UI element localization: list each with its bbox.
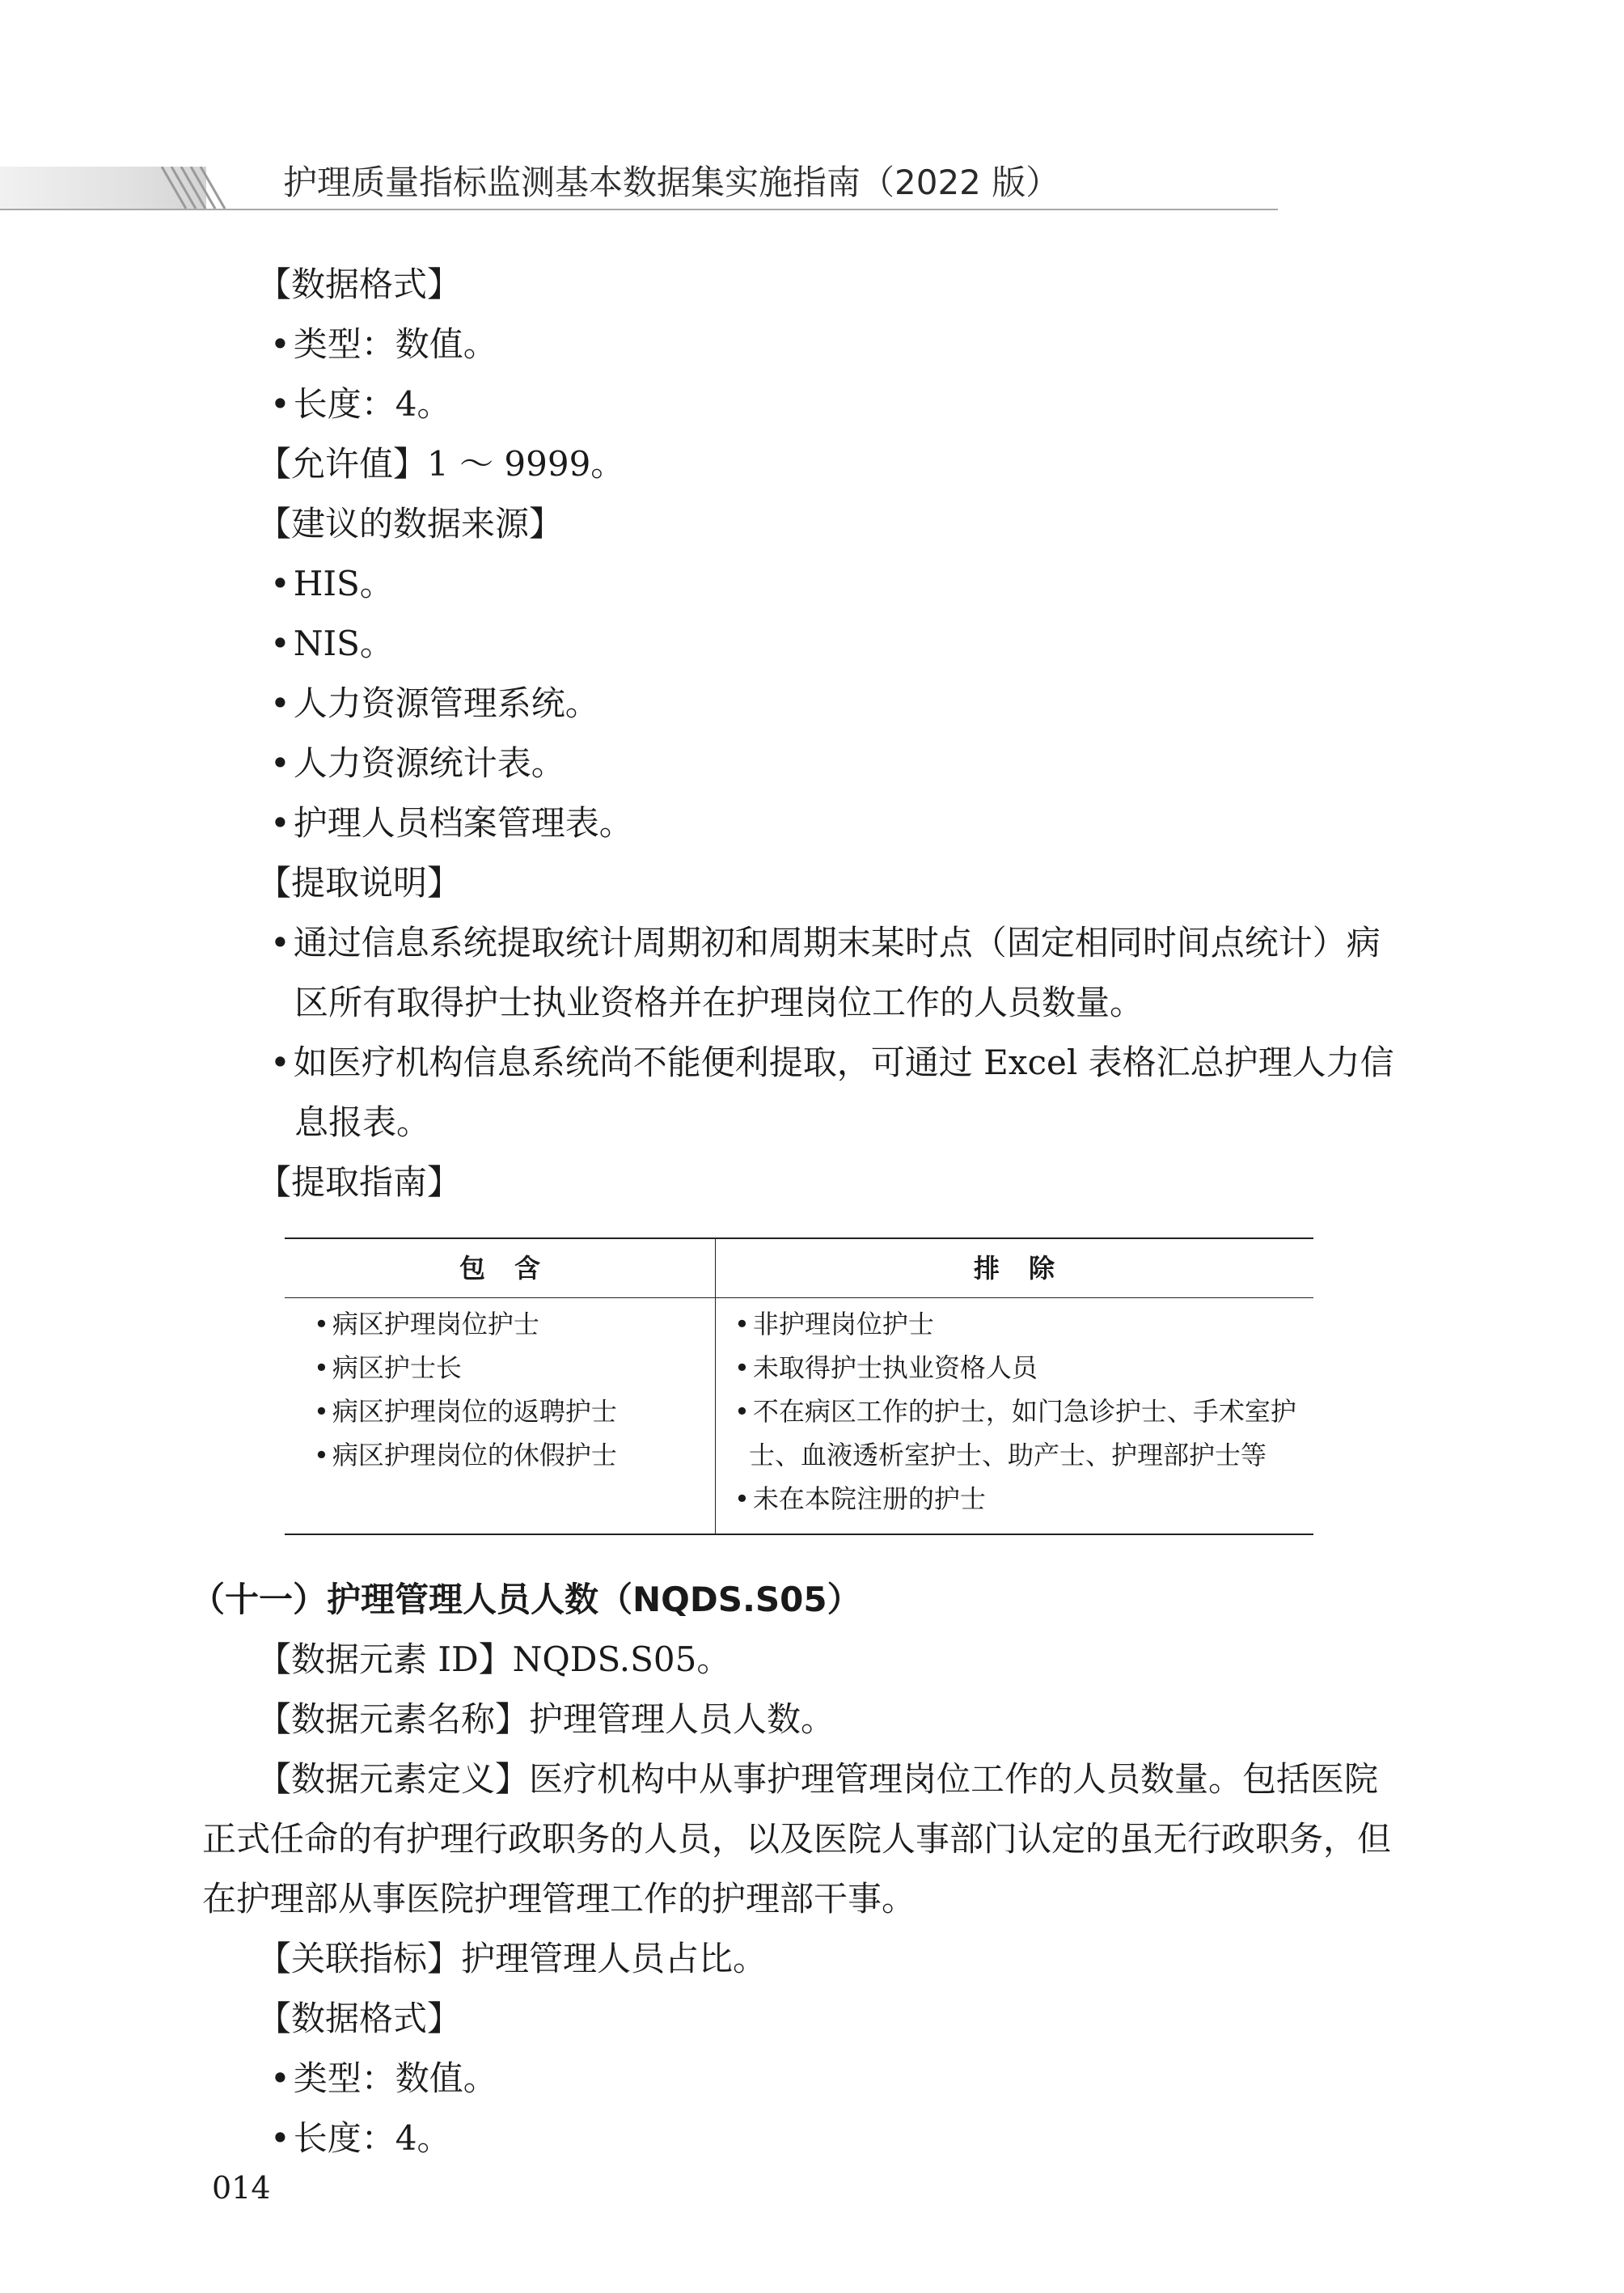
table-cell (734, 1477, 986, 1521)
list-item (270, 320, 497, 369)
list-item (270, 2114, 451, 2163)
exclude-item-continuation: 士、血液透析室护士、助产士、护理部护士等 (749, 1440, 1267, 1470)
list-item (270, 799, 633, 848)
extract-item-line: 如医疗机构信息系统尚不能便利提取，可通过 Excel 表格汇总护理人力信 (293, 1043, 1394, 1082)
bullet: • (314, 1352, 329, 1383)
exclude-column-header: 排除 (973, 1253, 1084, 1284)
include-item: 病区护理岗位护士 (332, 1309, 539, 1339)
length-item: 长度：4。 (293, 384, 451, 424)
exclude-item: 非护理岗位护士 (752, 1309, 934, 1339)
bullet: • (734, 1396, 750, 1427)
table-cell (734, 1302, 934, 1346)
bullet: • (270, 1043, 290, 1082)
source-item: HIS。 (293, 564, 394, 603)
bullet: • (270, 564, 290, 603)
exclude-item: 未取得护士执业资格人员 (752, 1352, 1038, 1383)
header-rule (0, 209, 1278, 210)
list-item (270, 2054, 497, 2103)
bullet: • (734, 1483, 750, 1514)
data-element-definition-line: 正式任命的有护理行政职务的人员，以及医院人事部门认定的虽无行政职务，但 (202, 1819, 1392, 1859)
source-item: 人力资源管理系统。 (293, 683, 599, 723)
table-cell (314, 1390, 617, 1433)
bullet: • (270, 2058, 290, 2098)
bullet: • (270, 743, 290, 783)
bullet: • (270, 2118, 290, 2158)
table-cell (734, 1346, 1038, 1390)
extract-item-continuation: 息报表。 (294, 1102, 431, 1142)
bullet: • (270, 384, 290, 424)
data-format-heading: 【数据格式】 (257, 1999, 462, 2038)
include-item: 病区护理岗位的休假护士 (332, 1440, 617, 1470)
data-source-heading: 【建议的数据来源】 (257, 504, 564, 544)
running-header-title: 护理质量指标监测基本数据集实施指南（2022 版） (283, 163, 1060, 202)
table-cell (734, 1390, 1296, 1433)
list-item (270, 919, 1381, 967)
extract-guide-table (285, 1237, 1313, 1535)
list-item (270, 1039, 1394, 1087)
exclude-item: 不在病区工作的护士，如门急诊护士、手术室护 (752, 1396, 1296, 1427)
bullet: • (314, 1396, 329, 1427)
type-item: 类型：数值。 (293, 2058, 497, 2098)
table-cell (314, 1302, 539, 1346)
bullet: • (270, 683, 290, 723)
include-column-header: 包含 (459, 1253, 569, 1284)
list-item (270, 620, 394, 668)
data-element-name: 【数据元素名称】护理管理人员人数。 (257, 1699, 835, 1739)
extract-guide-heading: 【提取指南】 (257, 1162, 462, 1202)
related-indicator: 【关联指标】护理管理人员占比。 (257, 1939, 768, 1978)
section-title: （十一）护理管理人员人数（NQDS.S05） (191, 1580, 861, 1619)
table-cell (314, 1346, 462, 1390)
bullet: • (314, 1309, 329, 1339)
extract-item-line: 通过信息系统提取统计周期初和周期末某时点（固定相同时间点统计）病 (293, 923, 1381, 962)
source-item: 护理人员档案管理表。 (293, 803, 633, 843)
include-item: 病区护理岗位的返聘护士 (332, 1396, 617, 1427)
bullet: • (270, 803, 290, 843)
source-item: 人力资源统计表。 (293, 743, 565, 783)
list-item (270, 739, 565, 788)
list-item (270, 679, 599, 728)
allowed-values: 【允许值】1 ～ 9999。 (257, 444, 625, 484)
extract-item-continuation: 区所有取得护士执业资格并在护理岗位工作的人员数量。 (294, 983, 1144, 1022)
page-number: 014 (212, 2170, 271, 2206)
extract-heading: 【提取说明】 (257, 863, 462, 903)
source-item: NIS。 (293, 624, 394, 663)
bullet: • (270, 324, 290, 364)
exclude-item: 未在本院注册的护士 (752, 1483, 986, 1514)
bullet: • (734, 1352, 750, 1383)
data-element-id: 【数据元素 ID】NQDS.S05。 (257, 1639, 731, 1679)
data-format-heading: 【数据格式】 (257, 264, 462, 304)
bullet: • (734, 1309, 750, 1339)
bullet: • (314, 1440, 329, 1470)
header-stripes-decoration (154, 167, 226, 209)
include-item: 病区护士长 (332, 1352, 462, 1383)
list-item (270, 380, 451, 429)
bullet: • (270, 923, 290, 962)
length-item: 长度：4。 (293, 2118, 451, 2158)
data-element-definition-line: 在护理部从事医院护理管理工作的护理部干事。 (202, 1879, 916, 1919)
table-cell (314, 1433, 617, 1477)
bullet: • (270, 624, 290, 663)
data-element-definition-line: 【数据元素定义】医疗机构中从事护理管理岗位工作的人员数量。包括医院 (257, 1759, 1379, 1799)
list-item (270, 560, 394, 608)
type-item: 类型：数值。 (293, 324, 497, 364)
